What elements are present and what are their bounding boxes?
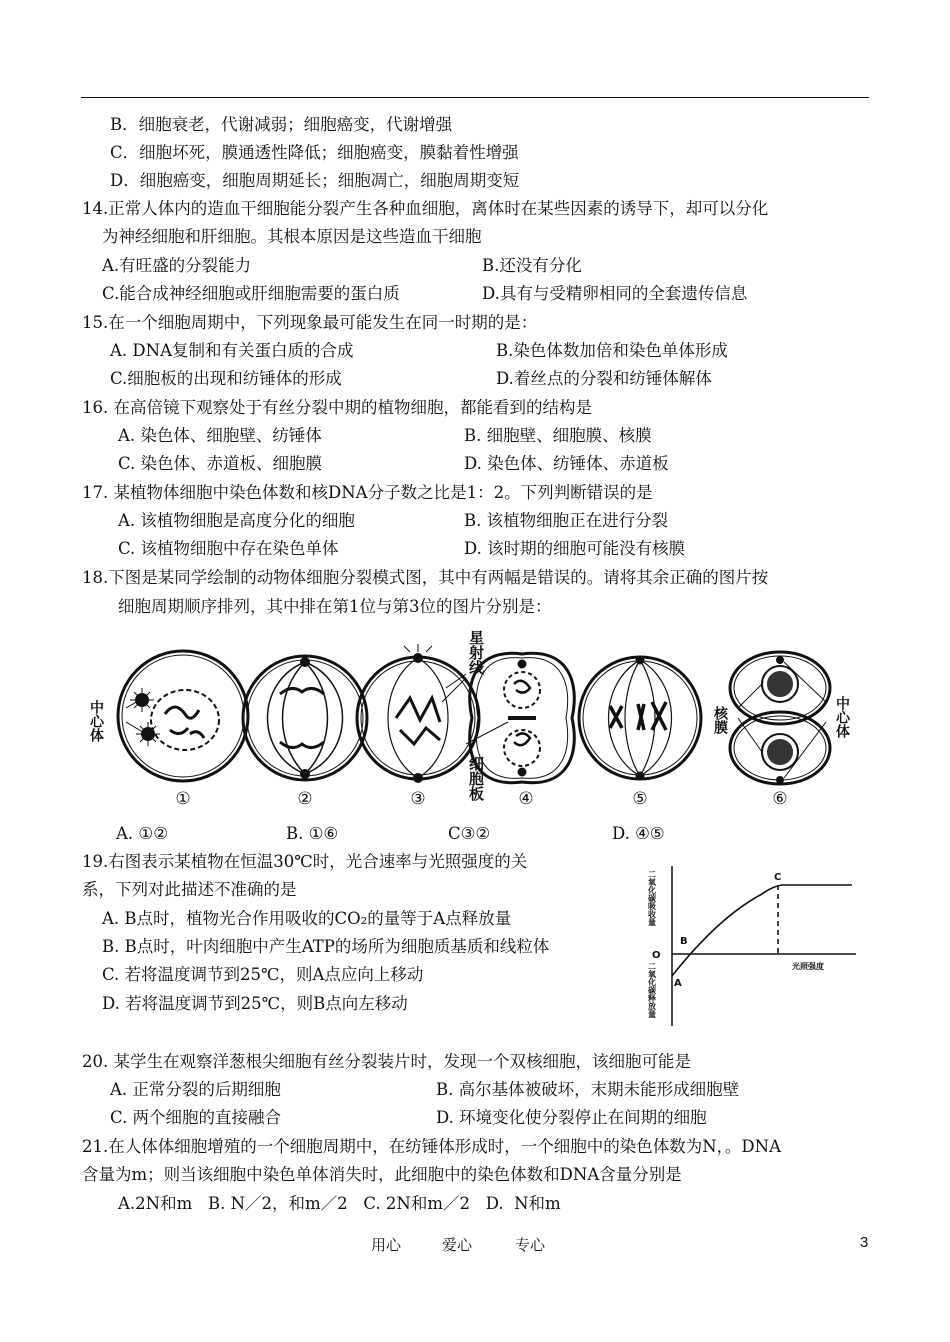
- graph-y-upper-label: 二氧化碳吸收量: [647, 870, 657, 926]
- panel-number-6: ⑥: [772, 789, 788, 809]
- figure-label-aster: 星射线: [467, 630, 485, 675]
- q15-option-a: A. DNA复制和有关蛋白质的合成: [110, 341, 354, 360]
- q14-option-b: B.还没有分化: [482, 256, 582, 275]
- q15-option-b: B.染色体数加倍和染色单体形成: [496, 341, 728, 360]
- panel-number-3: ③: [410, 789, 426, 809]
- graph-point-c: C: [774, 872, 782, 883]
- q19-stem-line2: 系，下列对此描述不准确的是: [82, 880, 297, 899]
- q17-option-c: C. 该植物细胞中存在染色单体: [118, 539, 339, 558]
- q19-option-b: B. B点时，叶肉细胞中产生ATP的场所为细胞质基质和线粒体: [102, 937, 550, 956]
- panel-6-cell: [730, 652, 830, 784]
- panel-3-cell: [357, 644, 479, 782]
- panel-number-4: ④: [518, 789, 534, 809]
- q21-options: A.2N和m B. N／2，和m／2 C. 2N和m／2 D. N和m: [118, 1194, 561, 1213]
- q14-stem-line1: 14.正常人体内的造血干细胞能分裂产生各种血细胞，离体时在某些因素的诱导下，却可以分化: [82, 199, 769, 218]
- graph-point-a: A: [674, 978, 682, 989]
- q14-option-c: C.能合成神经细胞或肝细胞需要的蛋白质: [102, 284, 400, 303]
- q20-option-a: A. 正常分裂的后期细胞: [110, 1080, 281, 1099]
- q20-option-d: D. 环境变化使分裂停止在间期的细胞: [436, 1108, 707, 1127]
- q13-option-c: C．细胞坏死，膜通透性降低；细胞癌变，膜黏着性增强: [110, 143, 519, 162]
- panel-1-cell: [118, 651, 248, 781]
- rate-curve: [672, 885, 852, 976]
- q16-option-b: B. 细胞壁、细胞膜、核膜: [464, 426, 652, 445]
- q17-option-b: B. 该植物细胞正在进行分裂: [464, 511, 669, 530]
- panel-2-cell: [243, 656, 367, 780]
- page-number: 3: [860, 1234, 869, 1251]
- q19-option-a: A. B点时，植物光合作用吸收的CO₂的量等于A点释放量: [102, 909, 512, 928]
- q13-option-d: D．细胞癌变，细胞周期延长；细胞凋亡，细胞周期变短: [110, 171, 520, 190]
- panel-number-2: ②: [297, 789, 313, 809]
- q18-option-b: B. ①⑥: [286, 824, 339, 843]
- q19-stem-line1: 19.右图表示某植物在恒温30℃时，光合速率与光照强度的关: [82, 852, 528, 871]
- q17-option-a: A. 该植物细胞是高度分化的细胞: [118, 511, 355, 530]
- q21-stem-line2: 含量为m；则当该细胞中染色单体消失时，此细胞中的染色体数和DNA含量分别是: [82, 1165, 682, 1184]
- q17-option-d: D. 该时期的细胞可能没有核膜: [464, 539, 686, 558]
- panel-5-cell: [579, 657, 701, 780]
- q18-stem-line2: 细胞周期顺序排列，其中排在第1位与第3位的图片分别是：: [118, 597, 552, 616]
- footer-word-2: 爱心: [442, 1236, 473, 1254]
- footer-word-1: 用心: [371, 1236, 402, 1254]
- q16-option-d: D. 染色体、纺锤体、赤道板: [464, 454, 669, 473]
- q14-option-d: D.具有与受精卵相同的全套遗传信息: [482, 284, 748, 303]
- q19-option-d: D. 若将温度调节到25℃，则B点向左移动: [102, 994, 408, 1013]
- q16-option-c: C. 染色体、赤道板、细胞膜: [118, 454, 323, 473]
- q18-option-a: A. ①②: [116, 824, 168, 843]
- panel-number-1: ①: [175, 789, 191, 809]
- q13-option-b: B．细胞衰老，代谢减弱；细胞癌变，代谢增强: [110, 115, 453, 134]
- figure-label-nuclear-membrane: 核膜: [712, 706, 728, 734]
- q18-option-d: D. ④⑤: [612, 824, 665, 843]
- q17-stem: 17. 某植物体细胞中染色体数和核DNA分子数之比是1：2。下列判断错误的是: [82, 483, 653, 502]
- q14-stem-line2: 为神经细胞和肝细胞。其根本原因是这些造血干细胞: [102, 227, 482, 246]
- q15-option-d: D.着丝点的分裂和纺锤体解体: [496, 369, 712, 388]
- panel-number-5: ⑤: [632, 789, 648, 809]
- graph-y-lower-label: 二氧化碳释放量: [647, 962, 657, 1018]
- graph-x-label: 光照强度: [792, 962, 824, 971]
- q14-option-a: A.有旺盛的分裂能力: [102, 256, 252, 275]
- q15-option-c: C.细胞板的出现和纺锤体的形成: [110, 369, 342, 388]
- graph-point-b: B: [680, 936, 688, 947]
- q20-option-b: B. 高尔基体被破坏，末期未能形成细胞壁: [436, 1080, 740, 1099]
- q19-option-c: C. 若将温度调节到25℃，则A点应向上移动: [102, 965, 424, 984]
- graph-origin-label: O: [652, 950, 661, 961]
- figure-label-centriole-right: 中心体: [834, 696, 850, 738]
- photosynthesis-graph: [642, 858, 862, 1030]
- q20-stem: 20. 某学生在观察洋葱根尖细胞有丝分裂装片时，发现一个双核细胞，该细胞可能是: [82, 1052, 691, 1071]
- cell-division-figure: [90, 622, 860, 840]
- figure-label-cell-plate: 细胞板: [467, 756, 485, 801]
- q21-stem-line1: 21.在人体体细胞增殖的一个细胞周期中，在纺锤体形成时，一个细胞中的染色体数为N，。DNA: [82, 1137, 782, 1156]
- q16-option-a: A. 染色体、细胞壁、纺锤体: [118, 426, 322, 445]
- q20-option-c: C. 两个细胞的直接融合: [110, 1108, 282, 1127]
- panel-4-cell: [470, 653, 575, 782]
- q15-stem: 15.在一个细胞周期中，下列现象最可能发生在同一时期的是：: [82, 313, 538, 332]
- q18-stem-line1: 18.下图是某同学绘制的动物体细胞分裂模式图，其中有两幅是错误的。请将其余正确的图片按: [82, 568, 769, 587]
- header-rule: [81, 97, 869, 98]
- q16-stem: 16. 在高倍镜下观察处于有丝分裂中期的植物细胞，都能看到的结构是: [82, 398, 592, 417]
- q18-option-c: C③②: [448, 824, 491, 843]
- footer-word-3: 专心: [515, 1236, 546, 1254]
- figure-label-centriole-left: 中心体: [88, 700, 104, 742]
